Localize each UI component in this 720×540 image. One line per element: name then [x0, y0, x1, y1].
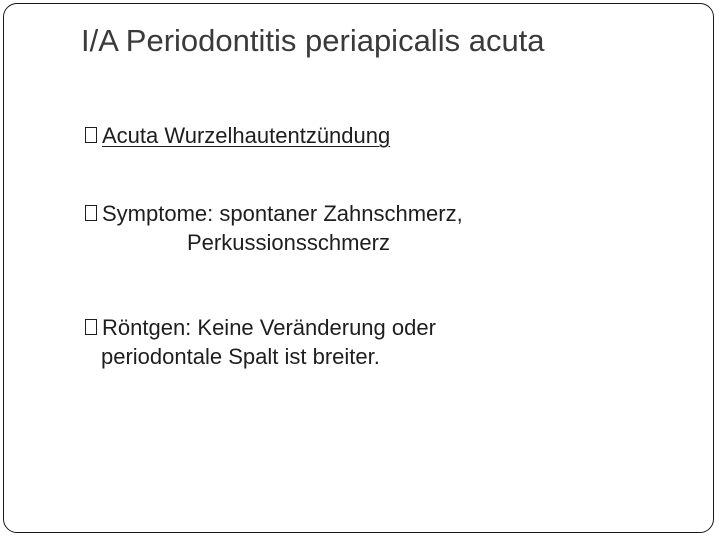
missing-glyph-box-icon [83, 126, 101, 145]
slide-frame [3, 3, 714, 533]
bullet-text-3-line1: Röntgen: Keine Veränderung oder [102, 315, 436, 340]
bullet-text-2-line2: Perkussionsschmerz [187, 230, 390, 255]
bullet-text-3-line2: periodontale Spalt ist breiter. [101, 344, 380, 369]
bullet-text-1: Acuta Wurzelhautentzündung [102, 123, 391, 148]
bullet-text-2-line1: Symptome: spontaner Zahnschmerz, [102, 201, 463, 226]
bullet-item-3 [83, 313, 436, 371]
missing-glyph-box-icon [83, 204, 101, 223]
bullet-item-1 [83, 121, 390, 150]
missing-glyph-box-icon [83, 318, 101, 337]
bullet-item-2 [83, 199, 463, 257]
slide-title: I/A Periodontitis periapicalis acuta [81, 23, 545, 58]
